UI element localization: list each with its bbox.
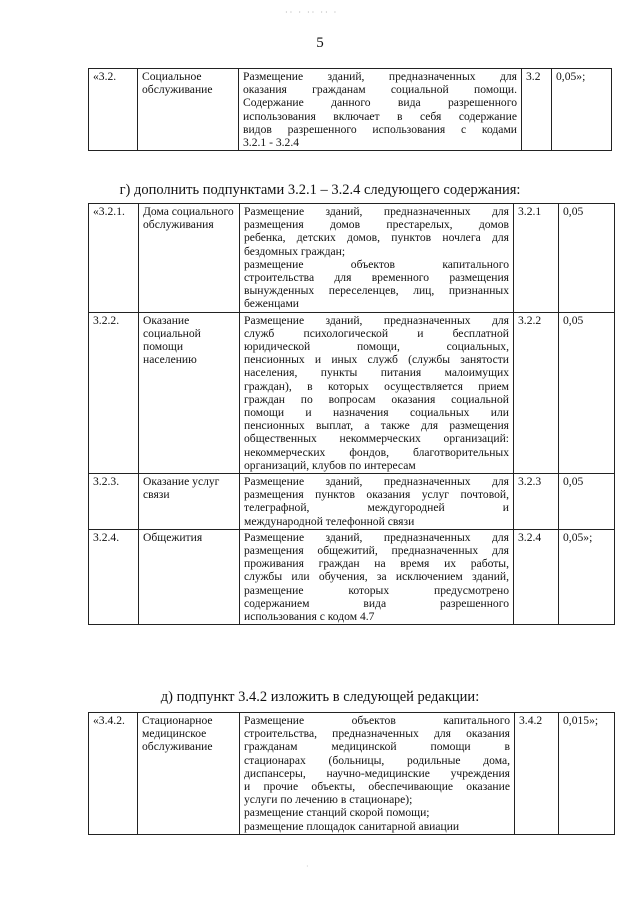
description-line: службы или обучения, за исключением зданий, (244, 570, 509, 584)
code-number-cell: 3.4.2 (515, 713, 559, 835)
description-line: пенсионных выплат, а также для размещения (244, 419, 509, 433)
description-line: размещения домов престарелых, домов (244, 218, 509, 232)
zoning-table-3 (88, 712, 615, 835)
code-cell: «3.4.2. (89, 713, 138, 835)
name-cell: Социальное обслуживание (138, 69, 239, 151)
description-line: использования включает в себя содержание (243, 109, 517, 123)
coefficient-cell: 0,05 (559, 474, 615, 530)
code-cell: 3.2.2. (89, 312, 139, 473)
description-line: диспансеры, научно-медицинские учреждения (244, 766, 510, 780)
name-cell: Оказание услуг связи (139, 474, 240, 530)
description-line: вынужденных переселенцев, лиц, признанных (244, 284, 509, 298)
description-line: некоммерческих фондов, благотворительных (244, 445, 509, 459)
description-line: беженцами (244, 297, 299, 311)
description-line: служб психологической и бесплатной (244, 326, 509, 340)
description-line: размещение которых предусмотрено (244, 583, 509, 597)
table-row (89, 474, 615, 530)
description-cell (240, 204, 514, 313)
code-number-cell: 3.2.3 (514, 474, 559, 530)
description-line: юридической помощи, социальных, (244, 340, 509, 354)
table-row (89, 312, 615, 473)
description-line: Размещение объектов капитального (244, 714, 510, 727)
description-cell (240, 312, 514, 473)
description-line: телеграфной, междугородней и (244, 501, 509, 515)
description-line: помощи и назначения социальных или (244, 406, 509, 420)
description-line: размещение станций скорой помощи; (244, 806, 430, 820)
description-line: населения, пункты питания малоимущих (244, 366, 509, 380)
description-line: гражданам медицинской помощи в (244, 740, 510, 754)
description-line: ребенка, детских домов, пунктов ночлега для (244, 231, 509, 245)
section-heading-g: г) дополнить подпунктами 3.2.1 – 3.2.4 следующего содержания: (119, 182, 521, 198)
description-line: размещения пунктов оказания услуг почтовой, (244, 488, 509, 502)
description-line: Размещение зданий, предназначенных для (244, 205, 509, 218)
table-row (89, 69, 612, 151)
zoning-table-2 (88, 203, 615, 625)
coefficient-cell: 0,05»; (552, 69, 612, 151)
code-cell: «3.2.1. (89, 204, 139, 313)
name-cell: Стационарное медицинское обслуживание (138, 713, 240, 835)
coefficient-cell: 0,015»; (559, 713, 615, 835)
code-cell: «3.2. (89, 69, 138, 151)
section-heading-d: д) подпункт 3.4.2 изложить в следующей редакции: (160, 689, 480, 705)
description-line: Размещение зданий, предназначенных для (244, 530, 509, 544)
description-cell (239, 69, 522, 151)
description-line: граждан), в которых осуществляется прием (244, 379, 509, 393)
description-line: размещение площадок санитарной авиации (244, 819, 460, 833)
name-cell: Дома социального обслуживания (139, 204, 240, 313)
scan-dot: · (306, 862, 309, 871)
description-line: пенсионных и иных служб (службы занятости (244, 353, 509, 367)
description-cell (240, 474, 514, 530)
table-row (89, 204, 615, 313)
name-cell: Оказание социальной помощи населению (139, 312, 240, 473)
coefficient-cell: 0,05 (559, 312, 615, 473)
table-row (89, 713, 615, 835)
code-number-cell: 3.2.2 (514, 312, 559, 473)
description-line: проживания граждан на время их работы, (244, 557, 509, 571)
description-line: использования с кодом 4.7 (244, 610, 375, 624)
description-line: общественных некоммерческих организаций: (244, 432, 509, 446)
description-line: Содержание данного вида разрешенного (243, 96, 517, 110)
code-number-cell: 3.2.4 (514, 529, 559, 624)
description-line: бездомных граждан; (244, 244, 346, 258)
description-line: строительства для временного размещения (244, 271, 509, 285)
description-line: размещения общежитий, предназначенных для (244, 544, 509, 558)
code-cell: 3.2.3. (89, 474, 139, 530)
description-line: граждан по вопросам оказания социальной (244, 392, 509, 406)
name-cell: Общежития (139, 529, 240, 624)
page-number: 5 (316, 35, 324, 51)
description-line: стационарах (больницы, родильные дома, (244, 753, 510, 767)
description-cell (240, 713, 515, 835)
description-line: международной телефонной связи (244, 514, 415, 528)
description-line: услуги по лечению в стационаре); (244, 793, 413, 807)
coefficient-cell: 0,05»; (559, 529, 615, 624)
description-line: видов разрешенного использования с кодами (243, 122, 517, 136)
description-line: Размещение зданий, предназначенных для (243, 70, 517, 83)
description-line: 3.2.1 - 3.2.4 (243, 136, 300, 150)
description-line: содержанием вида разрешенного (244, 596, 509, 610)
code-number-cell: 3.2.1 (514, 204, 559, 313)
table-row (89, 529, 615, 624)
description-line: и прочие объекты, обеспечивающие оказание (244, 780, 510, 794)
description-line: организаций, клубов по интересам (244, 458, 416, 472)
coefficient-cell: 0,05 (559, 204, 615, 313)
description-line: строительства, предназначенных для оказания (244, 727, 510, 741)
description-cell (240, 529, 514, 624)
scan-marks: ·· · ·· ·· · (285, 8, 339, 17)
description-line: размещение объектов капитального (244, 257, 509, 271)
zoning-table-1 (88, 68, 612, 151)
code-number-cell: 3.2 (522, 69, 552, 151)
description-line: Размещение зданий, предназначенных для (244, 475, 509, 489)
code-cell: 3.2.4. (89, 529, 139, 624)
description-line: оказания гражданам социальной помощи. (243, 83, 517, 97)
description-line: Размещение зданий, предназначенных для (244, 313, 509, 327)
